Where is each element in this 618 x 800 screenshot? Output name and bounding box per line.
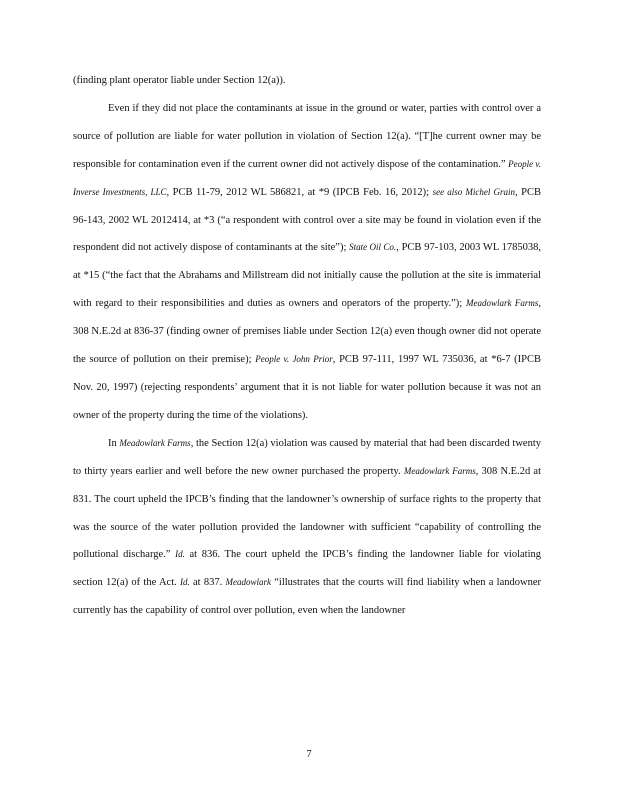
- case-citation: People v. Inverse Investments, LLC: [73, 158, 541, 197]
- text-run: Even if they did not place the contaminants at issue in the ground or water, parties with control over a source of pollution are liable for water pollution in violation of Section 12(a). “[T]he current owner may be responsible for contamination even if the current owner did not actively dispose of the contamination.”: [73, 102, 541, 170]
- text-run: , PCB 11-79, 2012 WL 586821, at *9 (IPCB Feb. 16, 2012);: [166, 186, 433, 198]
- case-citation: Meadowlark Farms: [403, 465, 476, 476]
- text-run: , PCB 96-143, 2002 WL 2012414, at *3 (“a respondent with control over a site may be found in violation even if the respondent did not actively dispose of contaminants at the site”);: [73, 186, 541, 254]
- text-run: , 308 N.E.2d at 836-37 (finding owner of premises liable under Section 12(a) even though owner did not operate the source of pollution on their premise);: [73, 298, 541, 366]
- body-text: [73, 67, 541, 625]
- text-run: , 308 N.E.2d at 831. The court upheld the IPCB’s finding that the landowner’s ownership of surface rights to the property that was the source of the water pollution provided the landowner with sufficient “capability of controlling the pollutional discharge.”: [73, 465, 541, 561]
- case-citation: Id.: [175, 549, 185, 560]
- paragraph: [73, 95, 541, 430]
- text-run: (finding plant operator liable under Section 12(a)).: [73, 75, 286, 86]
- text-run: In: [108, 437, 120, 449]
- text-run: “illustrates that the courts will find liability when a landowner currently has the capability of control over pollution, even when the landowner: [73, 577, 541, 617]
- text-run: at 837.: [189, 577, 226, 589]
- case-citation: see also Michel Grain: [432, 186, 515, 197]
- case-citation: Meadowlark Farms: [119, 437, 191, 448]
- text-run: , the Section 12(a) violation was caused by material that had been discarded twenty to thirty years earlier and well before the new owner purchased the property.: [73, 437, 541, 477]
- text-run: at 836. The court upheld the IPCB’s finding the landowner liable for violating section 12(a) of the Act.: [73, 549, 541, 589]
- case-citation: Meadowlark Farms: [465, 298, 539, 309]
- text-run: , PCB 97-103, 2003 WL 1785038, at *15 (“the fact that the Abrahams and Millstream did not initially cause the pollution at the site is immaterial with regard to their responsibilities and duties as owners and operators of the property.”);: [73, 242, 542, 310]
- text-run: , PCB 97-111, 1997 WL 735036, at *6-7 (IPCB Nov. 20, 1997) (rejecting respondents’ argument that it is not liable for water pollution because it was not an owner of the property during the time of the violations).: [73, 354, 541, 421]
- paragraph: [73, 67, 541, 95]
- paragraph: [73, 430, 541, 625]
- case-citation: Id.: [180, 577, 190, 588]
- case-citation: Meadowlark: [225, 577, 271, 588]
- case-citation: State Oil Co.: [349, 242, 397, 253]
- page-number: 7: [306, 749, 312, 760]
- case-citation: People v. John Prior: [255, 354, 333, 365]
